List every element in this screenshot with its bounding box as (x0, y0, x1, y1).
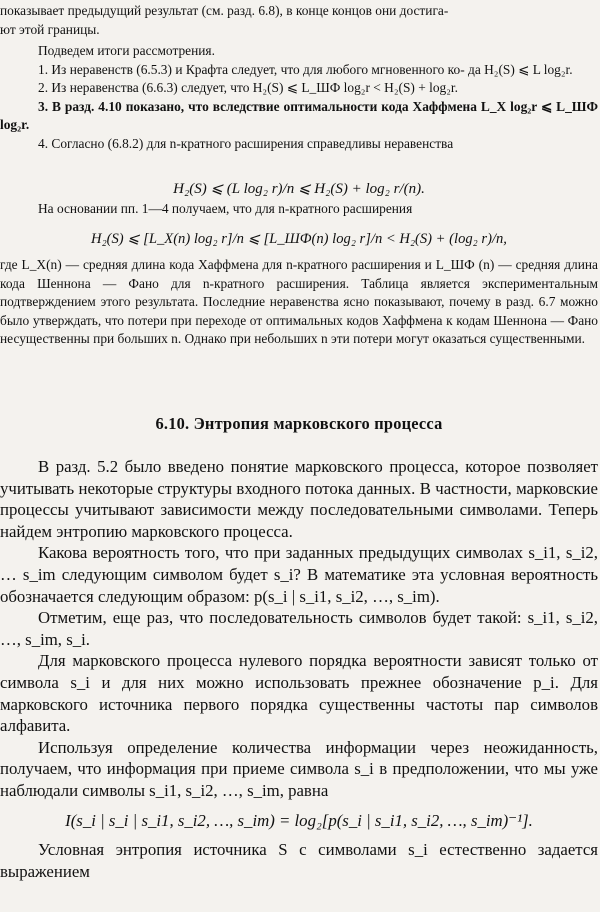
item-4: 4. Согласно (6.8.2) для n-кратного расширения справедливы неравенства (38, 135, 454, 151)
summary-line: Подведем итоги рассмотрения. (38, 43, 215, 58)
summary-block (0, 42, 598, 154)
formula-2: H₂(S) ⩽ [L_X(n) log₂ r]/n ⩽ [L_ШФ(n) log₂ r]/n < H₂(S) + (log₂ r)/n, (91, 231, 507, 247)
line2: ют этой границы. (0, 21, 100, 37)
section-paragraph-6: Условная энтропия источника S с символами s_i естественно задается выражением (0, 840, 598, 881)
basis-block (0, 200, 598, 219)
section-paragraph-1: В разд. 5.2 было введено понятие марковского процесса, которое позволяет учитывать некоторые структуры входного потока данных. В частности, марковские процессы учитывают зависимости между последовательными символами. Теперь найдем энтропию марковского процесса. (0, 457, 598, 541)
section-paragraph-4: Для марковского процесса нулевого порядка вероятности зависят только от символа s_i и для них можно использовать прежнее обозначение p_i. Для марковского источника первого порядка существенны частоты пар символов алфавита. (0, 651, 598, 736)
paragraph-end: где L_X(n) — средняя длина кода Хаффмена для n-кратного расширения и L_ШФ (n) — средняя длина кода Шеннона — Фано для n-кратного расширения. Таблица является экспериментальным подтверждением этого результата. Последние неравенства ясно показывают, почему в разд. 6.7 можно было утверждать, что потери при переходе от оптимальных кодов Хаффмена к кодам Шеннона — Фано несущественны при больших n. Однако при небольших n эти потери могут оказаться существенными. (0, 257, 598, 347)
basis-line: На основании пп. 1—4 получаем, что для n-кратного расширения (38, 201, 413, 216)
line1: показывает предыдущий результат (см. разд. 6.8), в конце концов они достига- (0, 3, 449, 18)
top-block (0, 2, 598, 39)
section-paragraph-3: Отметим, еще раз, что последовательность символов будет такой: s_i1, s_i2, …, s_im, s_i. (0, 608, 598, 649)
item-2: 2. Из неравенства (6.6.3) следует, что H₂(S) ⩽ L_ШФ log₂r < H₂(S) + log₂r. (38, 80, 458, 96)
section-heading-block (0, 414, 598, 434)
section-title: 6.10. Энтропия марковского процесса (155, 414, 443, 433)
section-paragraph-5: Используя определение количества информации через неожиданность, получаем, что информация при приеме символа s_i в предположении, что мы уже наблюдали символы s_i1, s_i2, …, s_im, равна (0, 737, 598, 800)
formula-3: I(s_i | s_i | s_i1, s_i2, …, s_im) = log₂[p(s_i | s_i1, s_i2, …, s_im)⁻¹]. (65, 810, 533, 830)
item-3: 3. В разд. 4.10 показано, что вследствие оптимальности кода Хаффмена L_X log₂r ⩽ L_ШФ log₂r. (0, 98, 598, 133)
paragraph-end-block (0, 256, 598, 349)
section-body (0, 456, 598, 882)
formula-2-block (0, 222, 598, 257)
item-1: 1. Из неравенств (6.5.3) и Крафта следует, что для любого мгновенного ко- да H₂(S) ⩽ L log₂r. (38, 61, 573, 77)
section-paragraph-2: Какова вероятность того, что при заданных предыдущих символах s_i1, s_i2, … s_im следующим символом будет s_i? В математике эта условная вероятность обозначается следующим образом: p(s_i | s_i1, s_i2, …, s_im). (0, 543, 598, 606)
formula-1: H₂(S) ⩽ (L log₂ r)/n ⩽ H₂(S) + log₂ r/(n). (173, 181, 425, 197)
